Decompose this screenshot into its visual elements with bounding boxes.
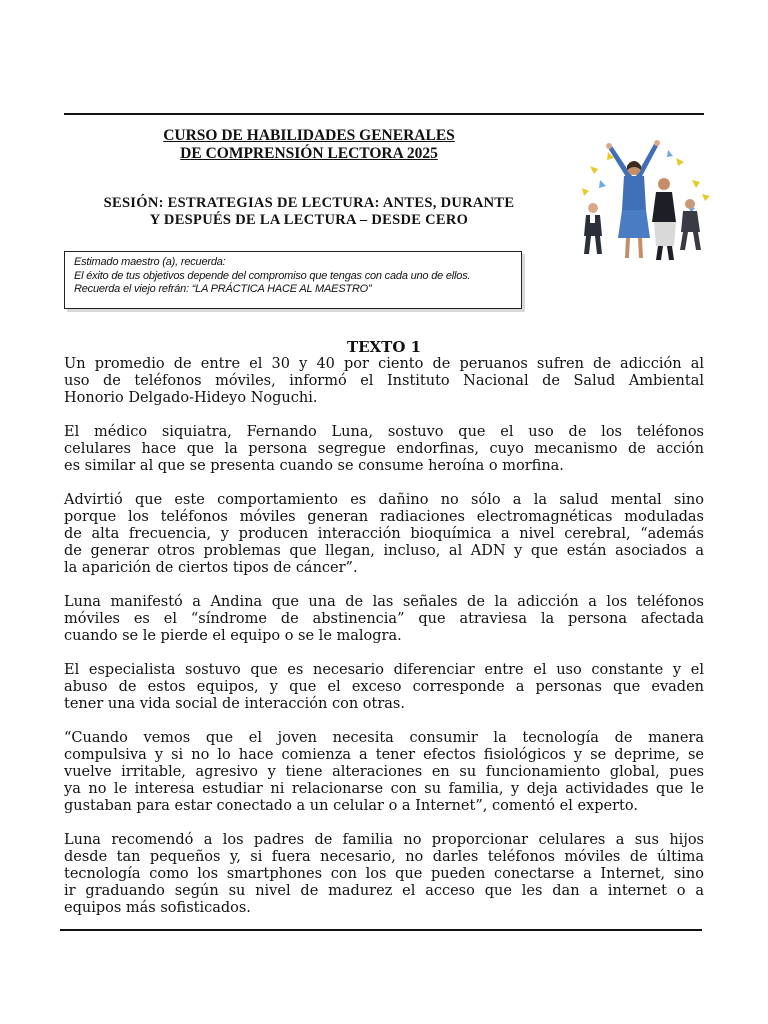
paragraph-line: Luna recomendó a los padres de familia no proporcionar celulares a sus hijos xyxy=(64,832,704,848)
reminder-message: El éxito de tus objetivos depende del compromiso que tengas con cada uno de ellos. xyxy=(74,269,471,282)
paragraph xyxy=(64,662,704,713)
paragraph-line: gustaban para estar conectado a un celular o a Internet”, comentó el experto. xyxy=(64,798,638,814)
text-heading: TEXTO 1 xyxy=(346,338,422,356)
paragraph-line: porque los teléfonos móviles generan radiaciones electromagnéticas moduladas xyxy=(64,509,704,525)
paragraph xyxy=(64,492,704,577)
paragraph-line: vuelve irritable, agresivo y tiene alteraciones en su funcionamiento global, pues xyxy=(64,764,704,780)
paragraph-line: ya no le interesa estudiar ni relacionarse con su familia, y deja actividades que le xyxy=(64,781,704,797)
paragraph-line: móviles es el “síndrome de abstinencia” que atraviesa la persona afectada xyxy=(64,611,704,627)
paragraph xyxy=(64,356,704,407)
paragraph-line: abuso de estos equipos, y que el exceso corresponde a personas que evaden xyxy=(64,679,704,695)
bottom-rule xyxy=(60,929,702,931)
paragraph-line: tener una vida social de interacción con otras. xyxy=(64,696,405,712)
paragraph-line: Un promedio de entre el 30 y 40 por ciento de peruanos sufren de adicción al xyxy=(64,356,704,372)
paragraph xyxy=(64,594,704,645)
top-rule xyxy=(64,113,704,115)
paragraph-line: de generar otros problemas que llegan, incluso, al ADN y que están asociados a xyxy=(64,543,704,559)
reminder-greeting: Estimado maestro (a), recuerda: xyxy=(74,256,226,268)
paragraph xyxy=(64,730,704,815)
paragraph-line: cuando se le pierde el equipo o se le malogra. xyxy=(64,628,402,644)
paragraph-line: equipos más sofisticados. xyxy=(64,900,251,916)
session-title-line-1: SESIÓN: ESTRATEGIAS DE LECTURA: ANTES, DURANTE xyxy=(103,195,515,211)
paragraph-line: El especialista sostuvo que es necesario diferenciar entre el uso constante y el xyxy=(64,662,704,678)
paragraph-line: compulsiva y si no lo hace comienza a tener efectos fisiológicos y se deprime, se xyxy=(64,747,704,763)
paragraph-line: tecnología como los smartphones con los que pueden conectarse a Internet, sino xyxy=(64,866,704,882)
paragraph xyxy=(64,424,704,475)
celebrating-businesspeople-illustration xyxy=(572,136,718,262)
paragraph-line: celulares hace que la persona segregue endorfinas, cuyo mecanismo de acción xyxy=(64,441,704,457)
paragraph-line: uso de teléfonos móviles, informó el Instituto Nacional de Salud Ambiental xyxy=(64,373,704,389)
session-title-line-2: Y DESPUÉS DE LA LECTURA – DESDE CERO xyxy=(149,212,469,228)
paragraph-line: Luna manifestó a Andina que una de las señales de la adicción a los teléfonos xyxy=(64,594,704,610)
background-person-left xyxy=(584,203,602,254)
reminder-box xyxy=(64,251,522,309)
paragraph xyxy=(64,832,704,917)
background-person-center xyxy=(652,178,676,260)
paragraph-line: Advirtió que este comportamiento es dañino no sólo a la salud mental sino xyxy=(64,492,704,508)
background-person-right xyxy=(680,199,701,250)
paragraph-line: ir graduando según su nivel de madurez el acceso que les dan a internet o a xyxy=(64,883,704,899)
paragraph-line: desde tan pequeños y, si fuera necesario, no darles teléfonos móviles de última xyxy=(64,849,704,865)
paragraph-line: es similar al que se presenta cuando se consume heroína o morfina. xyxy=(64,458,564,474)
article-body xyxy=(64,356,704,934)
celebrating-woman xyxy=(606,140,660,258)
paragraph-line: El médico siquiatra, Fernando Luna, sostuvo que el uso de los teléfonos xyxy=(64,424,704,440)
course-title-line-2: DE COMPRENSIÓN LECTORA 2025 xyxy=(180,145,438,162)
paragraph-line: Honorio Delgado-Hideyo Noguchi. xyxy=(64,390,318,406)
reminder-saying: Recuerda el viejo refrán: “LA PRÁCTICA HACE AL MAESTRO” xyxy=(74,283,372,295)
paragraph-line: “Cuando vemos que el joven necesita consumir la tecnología de manera xyxy=(64,730,704,746)
paragraph-line: la aparición de ciertos tipos de cáncer”. xyxy=(64,560,358,576)
course-title-line-1: CURSO DE HABILIDADES GENERALES xyxy=(163,127,455,144)
paragraph-line: de alta frecuencia, y producen interacción bioquímica a nivel cerebral, “además xyxy=(64,526,704,542)
